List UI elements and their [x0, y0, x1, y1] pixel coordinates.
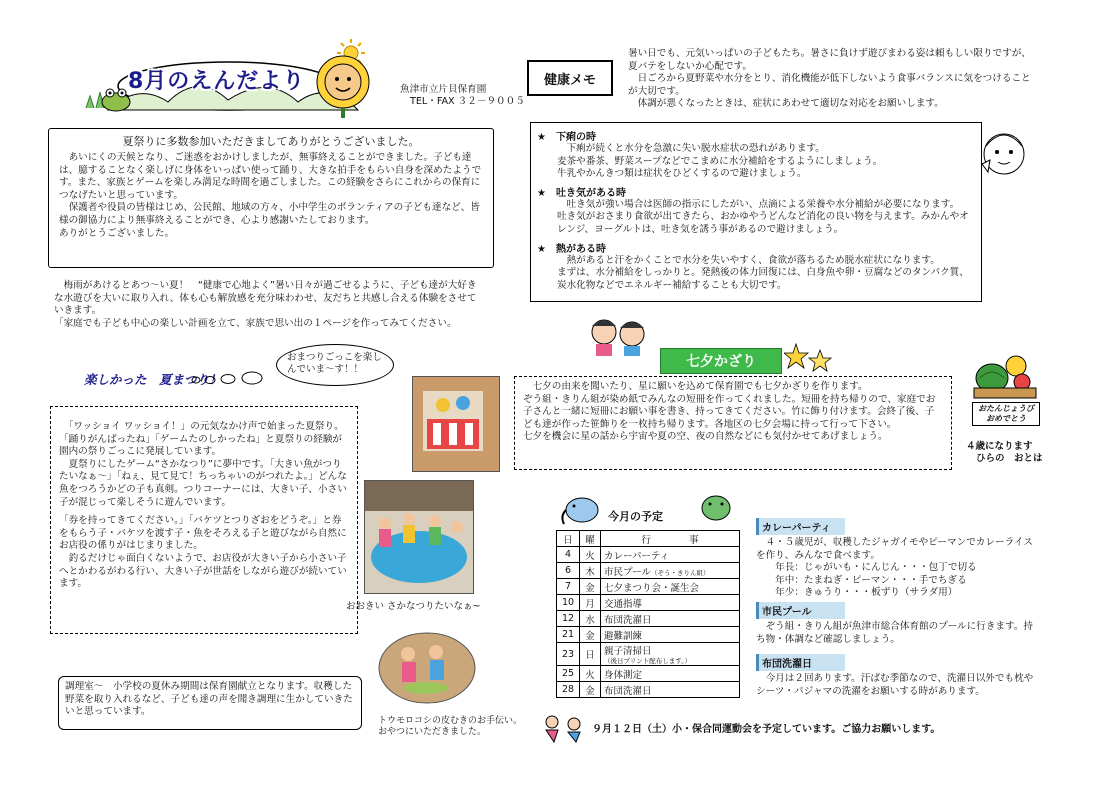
schedule-cell-weekday: 火 [580, 547, 601, 563]
intro-text: 梅雨があけるとあつ～い夏！ “健康で心地よく”暑い日々が過ごせるように、子ども達が大好きな水遊びを大いに取り入れ、体も心も解放感を充分味わわせ、友だちと共感し合える体験をさせていきます。 「家庭でも子ども中心の楽しい計画を立て、家族で思い出の１ページを作ってみてください。 [54, 280, 477, 329]
futon-text: 今月は２回あります。汗ばむ季節なので、洗濯日以外でも枕やシーツ・パジャマの洗濯をお願いする時があります。 [756, 673, 1034, 697]
event-name: 交通指導 [604, 598, 643, 610]
tanabata-label: 七夕かざり [660, 348, 782, 374]
birthday-name: ひらの おとは [976, 453, 1043, 464]
table-row [557, 643, 740, 666]
event-name: 親子清掃日 [604, 646, 652, 657]
schedule-cell-event [601, 643, 740, 666]
event-name: カレーパーティ [604, 550, 670, 562]
schedule-cell-event [601, 682, 740, 698]
birthday-sign: おたんじょうび おめでとう [972, 402, 1040, 426]
schedule-cell-event [601, 611, 740, 627]
health-memo-label: 健康メモ [527, 60, 613, 96]
memo-item-text: 下痢が続くと水分を急激に失い脱水症状の恐れがあります。 麦茶や番茶、野菜スープなどでこまめに水分補給をするようにしましょう。 牛乳やかんきつ類は症状をひどくするので避けましょう。 [557, 143, 883, 180]
tanabata-body: 七夕の由来を聞いたり、星に願いを込めて保育園でも七夕かざりを作ります。 ぞう組・きりん組が染め紙でみんなの短冊を作ってくれました。短冊を持ち帰りので、家庭でお子さんと一緒に短冊にお願い事を書き、持ってきてください。竹に飾り付けます。会終了後、子ども達が作った笹飾りを一枚持ち帰ります。各地区の七夕会場に持って行って下さい。 七夕を機会に星の話から宇宙や夏の空、夜の自然などにも気付かせてあげましょう。 [523, 381, 936, 443]
star-icon: ★ [537, 187, 546, 199]
schedule-cell-event [601, 595, 740, 611]
event-name: 七夕まつり会・誕生会 [604, 582, 700, 594]
table-row [557, 579, 740, 595]
tanabata-kids-icon [586, 312, 652, 358]
memo-item-title: 吐き気がある時 [555, 187, 626, 199]
health-memo-intro: 暑い日でも、元気いっぱいの子どもたち。暑さに負けず遊びまわる姿は頼もしい限りですが、夏バテをしないか心配です。 日ごろから夏野菜や水分をとり、消化機能が低下しないよう食事バランスに気をつけることが大切です。 体調が悪くなったときは、症状にあわせて適切な対応をお願いします。 [628, 48, 1031, 110]
schedule-cell-weekday: 火 [580, 666, 601, 682]
event-name: 布団洗濯日 [604, 614, 652, 626]
pool-text: ぞう組・きりん組が魚津市総合体育館のプールに行きます。持ち物・体調など確認しましょう。 [756, 621, 1033, 645]
schedule-cell-day: 23 [557, 643, 580, 666]
fishing-game-photo [364, 480, 474, 594]
schedule-table [556, 530, 740, 698]
birthday-fruit-basket-icon [970, 350, 1040, 400]
thanks-heading: 夏祭りに多数参加いただきましてありがとうございました。 [122, 135, 420, 148]
schedule-header-row [557, 531, 740, 547]
star-icon: ★ [537, 132, 546, 143]
memo-item-nausea [537, 184, 975, 237]
event-name: 市民プール [604, 566, 652, 578]
schedule-heading: 今月の予定 [608, 510, 663, 523]
schedule-cell-event [601, 579, 740, 595]
org-name: 魚津市立片貝保育園 [400, 84, 487, 95]
futon-head: 布団洗濯日 [756, 654, 845, 671]
schedule-cell-day: 28 [557, 682, 580, 698]
memo-item-text: 熱があると汗をかくことで水分を失いやすく、食欲が落ちるため脱水症状になります。 まずは、水分補給をしっかりと。発熱後の体力回復には、白身魚や卵・豆腐などのタンパク質、炭水化物などでエネルギー補給することも大切です。 [557, 254, 969, 291]
health-memo-box [530, 122, 982, 302]
schedule-cell-weekday: 木 [580, 563, 601, 579]
event-name: 身体測定 [604, 669, 643, 681]
schedule-cell-weekday: 日 [580, 643, 601, 666]
kitchen-box [58, 676, 362, 730]
schedule-col-event: 行 事 [601, 531, 740, 547]
thought-dots [188, 370, 272, 386]
schedule-cell-event [601, 563, 740, 579]
table-row [557, 682, 740, 698]
corn-caption: トウモロコシの皮むきのお手伝い。 おやつにいただきました。 [378, 716, 523, 737]
thanks-body: あいにくの天候となり、ご迷惑をおかけしましたが、無事終えることができました。子ども達は、臆することなく楽しげに身体をいっぱい使って踊り、大きな拍手をもらい自身を深めたようです。また、家族とゲームを楽しみ満足な時間を過ごしました。この経験をさらにこれからの保育につなげたいと思っています。 保護者や役員の皆様はじめ、公民館、地域の方々、小中学生のボランティアの子ども達など、皆様の御協力により無事終えることができ、心より感謝いたしております。 ありがとうございました。 [59, 152, 482, 239]
giraffe-icon [692, 490, 738, 526]
schedule-cell-event [601, 547, 740, 563]
fishing-photo-caption: おおきい さかなつりたいなぁ~ [346, 601, 481, 612]
memo-item-diarrhea [537, 128, 975, 181]
sunflower-character-icon [312, 52, 374, 118]
schedule-cell-weekday: 金 [580, 682, 601, 698]
event-note: （ぞう・きりん組） [651, 568, 710, 577]
sports-day-kids-icon [540, 712, 588, 744]
schedule-cell-weekday: 水 [580, 611, 601, 627]
schedule-cell-weekday: 月 [580, 595, 601, 611]
schedule-col-weekday: 曜 [580, 531, 601, 547]
stars-icon [784, 342, 834, 376]
curry-head: カレーパーティ [756, 518, 845, 535]
schedule-cell-weekday: 金 [580, 627, 601, 643]
table-row [557, 611, 740, 627]
pool-head: 市民プール [756, 602, 845, 619]
thanks-box [48, 128, 494, 268]
schedule-cell-event [601, 627, 740, 643]
event-note: （後日プリント配布します。） [604, 657, 691, 665]
star-icon: ★ [537, 243, 546, 255]
curry-text: ４・５歳児が、収穫したジャガイモやピーマンでカレーライスを作り、みんなで食べます。 年長：じゃがいも・にんじん・・・包丁で切る 年中：たまねぎ・ピーマン・・・手でちぎる 年少：きゅうり・・・板ずり（サラダ用） [756, 537, 1033, 599]
table-row [557, 595, 740, 611]
table-row [557, 547, 740, 563]
footer-notice: ９月１２日（土）小・保合同運動会を予定しています。ご協力お願いします。 [592, 724, 941, 735]
natsumatsuri-body-2: 「券を持ってきてください。」「バケツとつりざおをどうぞ。」と券をもらう子・バケツを渡す子・魚をそろえる子と遊びながら自然にお店役の係りがはじまりました。 釣るだけじゃ面白くないようで、お店役が大きい子から小さい子へとかわるがわる行い、大きい子が世話をしながら遊びが続いています。 [59, 515, 347, 590]
schedule-col-day: 日 [557, 531, 580, 547]
schedule-cell-day: 10 [557, 595, 580, 611]
natsumatsuri-body-1: 「ワッショイ ワッショイ！」の元気なかけ声で始まった夏祭り。「踊りがんばったね」「ゲームたのしかったね」と夏祭りの経験が園内の祭りごっこに発展しています。 夏祭りにしたゲーム“さかなつり”に夢中です。「大きい魚がつりたいなぁ～」「ねぇ、見て見て！ちっちゃいのがつれたよ。」どんな魚をつろうかどの子も真剣。つりコーナーには、大きい子、小さい子が混じって楽しそうに遊んでいます。 [59, 421, 347, 508]
event-name: 布団洗濯日 [604, 685, 652, 697]
schedule-cell-day: 7 [557, 579, 580, 595]
futon-section [756, 652, 1036, 698]
table-row [557, 563, 740, 579]
speech-bubble-text: おまつりごっこを楽しんでいま～す！！ [287, 352, 382, 375]
memo-item-title: 熱がある時 [555, 243, 606, 255]
event-name: 避難訓練 [604, 630, 643, 642]
schedule-cell-day: 6 [557, 563, 580, 579]
schedule-cell-day: 21 [557, 627, 580, 643]
schedule-cell-day: 4 [557, 547, 580, 563]
birthday-age: ４歳になります [966, 441, 1033, 452]
schedule-cell-day: 25 [557, 666, 580, 682]
tanabata-box [514, 376, 952, 470]
child-eating-icon [978, 124, 1030, 188]
elephant-icon [558, 494, 604, 526]
newsletter-title: 8月のえんだより [128, 69, 306, 94]
kitchen-text: 調理室～ 小学校の夏休み期間は保育園献立となります。収穫した野菜を取り入れるなど、子ども達の声を聞き調理に生かしていきたいと思っています。 [65, 681, 353, 718]
curry-section [756, 516, 1036, 600]
festival-booth-photo [412, 376, 500, 472]
schedule-cell-event [601, 666, 740, 682]
corn-husking-photo [378, 632, 476, 704]
table-row [557, 627, 740, 643]
memo-item-fever [537, 240, 975, 293]
speech-bubble [276, 344, 394, 386]
natsumatsuri-heading: 楽しかった 夏まつり！ [84, 372, 222, 387]
table-row [557, 666, 740, 682]
schedule-cell-day: 12 [557, 611, 580, 627]
schedule-cell-weekday: 金 [580, 579, 601, 595]
org-tel: TEL・FAX ３２－９００５ [410, 96, 525, 107]
natsumatsuri-box [50, 406, 358, 634]
pool-section [756, 600, 1036, 646]
memo-item-title: 下痢の時 [555, 132, 596, 143]
memo-item-text: 吐き気が強い場合は医師の指示にしたがい、点滴による栄養や水分補給が必要になります。 吐き気がおさまり食欲が出てきたら、おかゆやうどんなど消化の良い物を与えます。みかんやオレンジ、ヨーグルトは、吐き気を誘う事があるので避けましょう。 [557, 198, 969, 235]
